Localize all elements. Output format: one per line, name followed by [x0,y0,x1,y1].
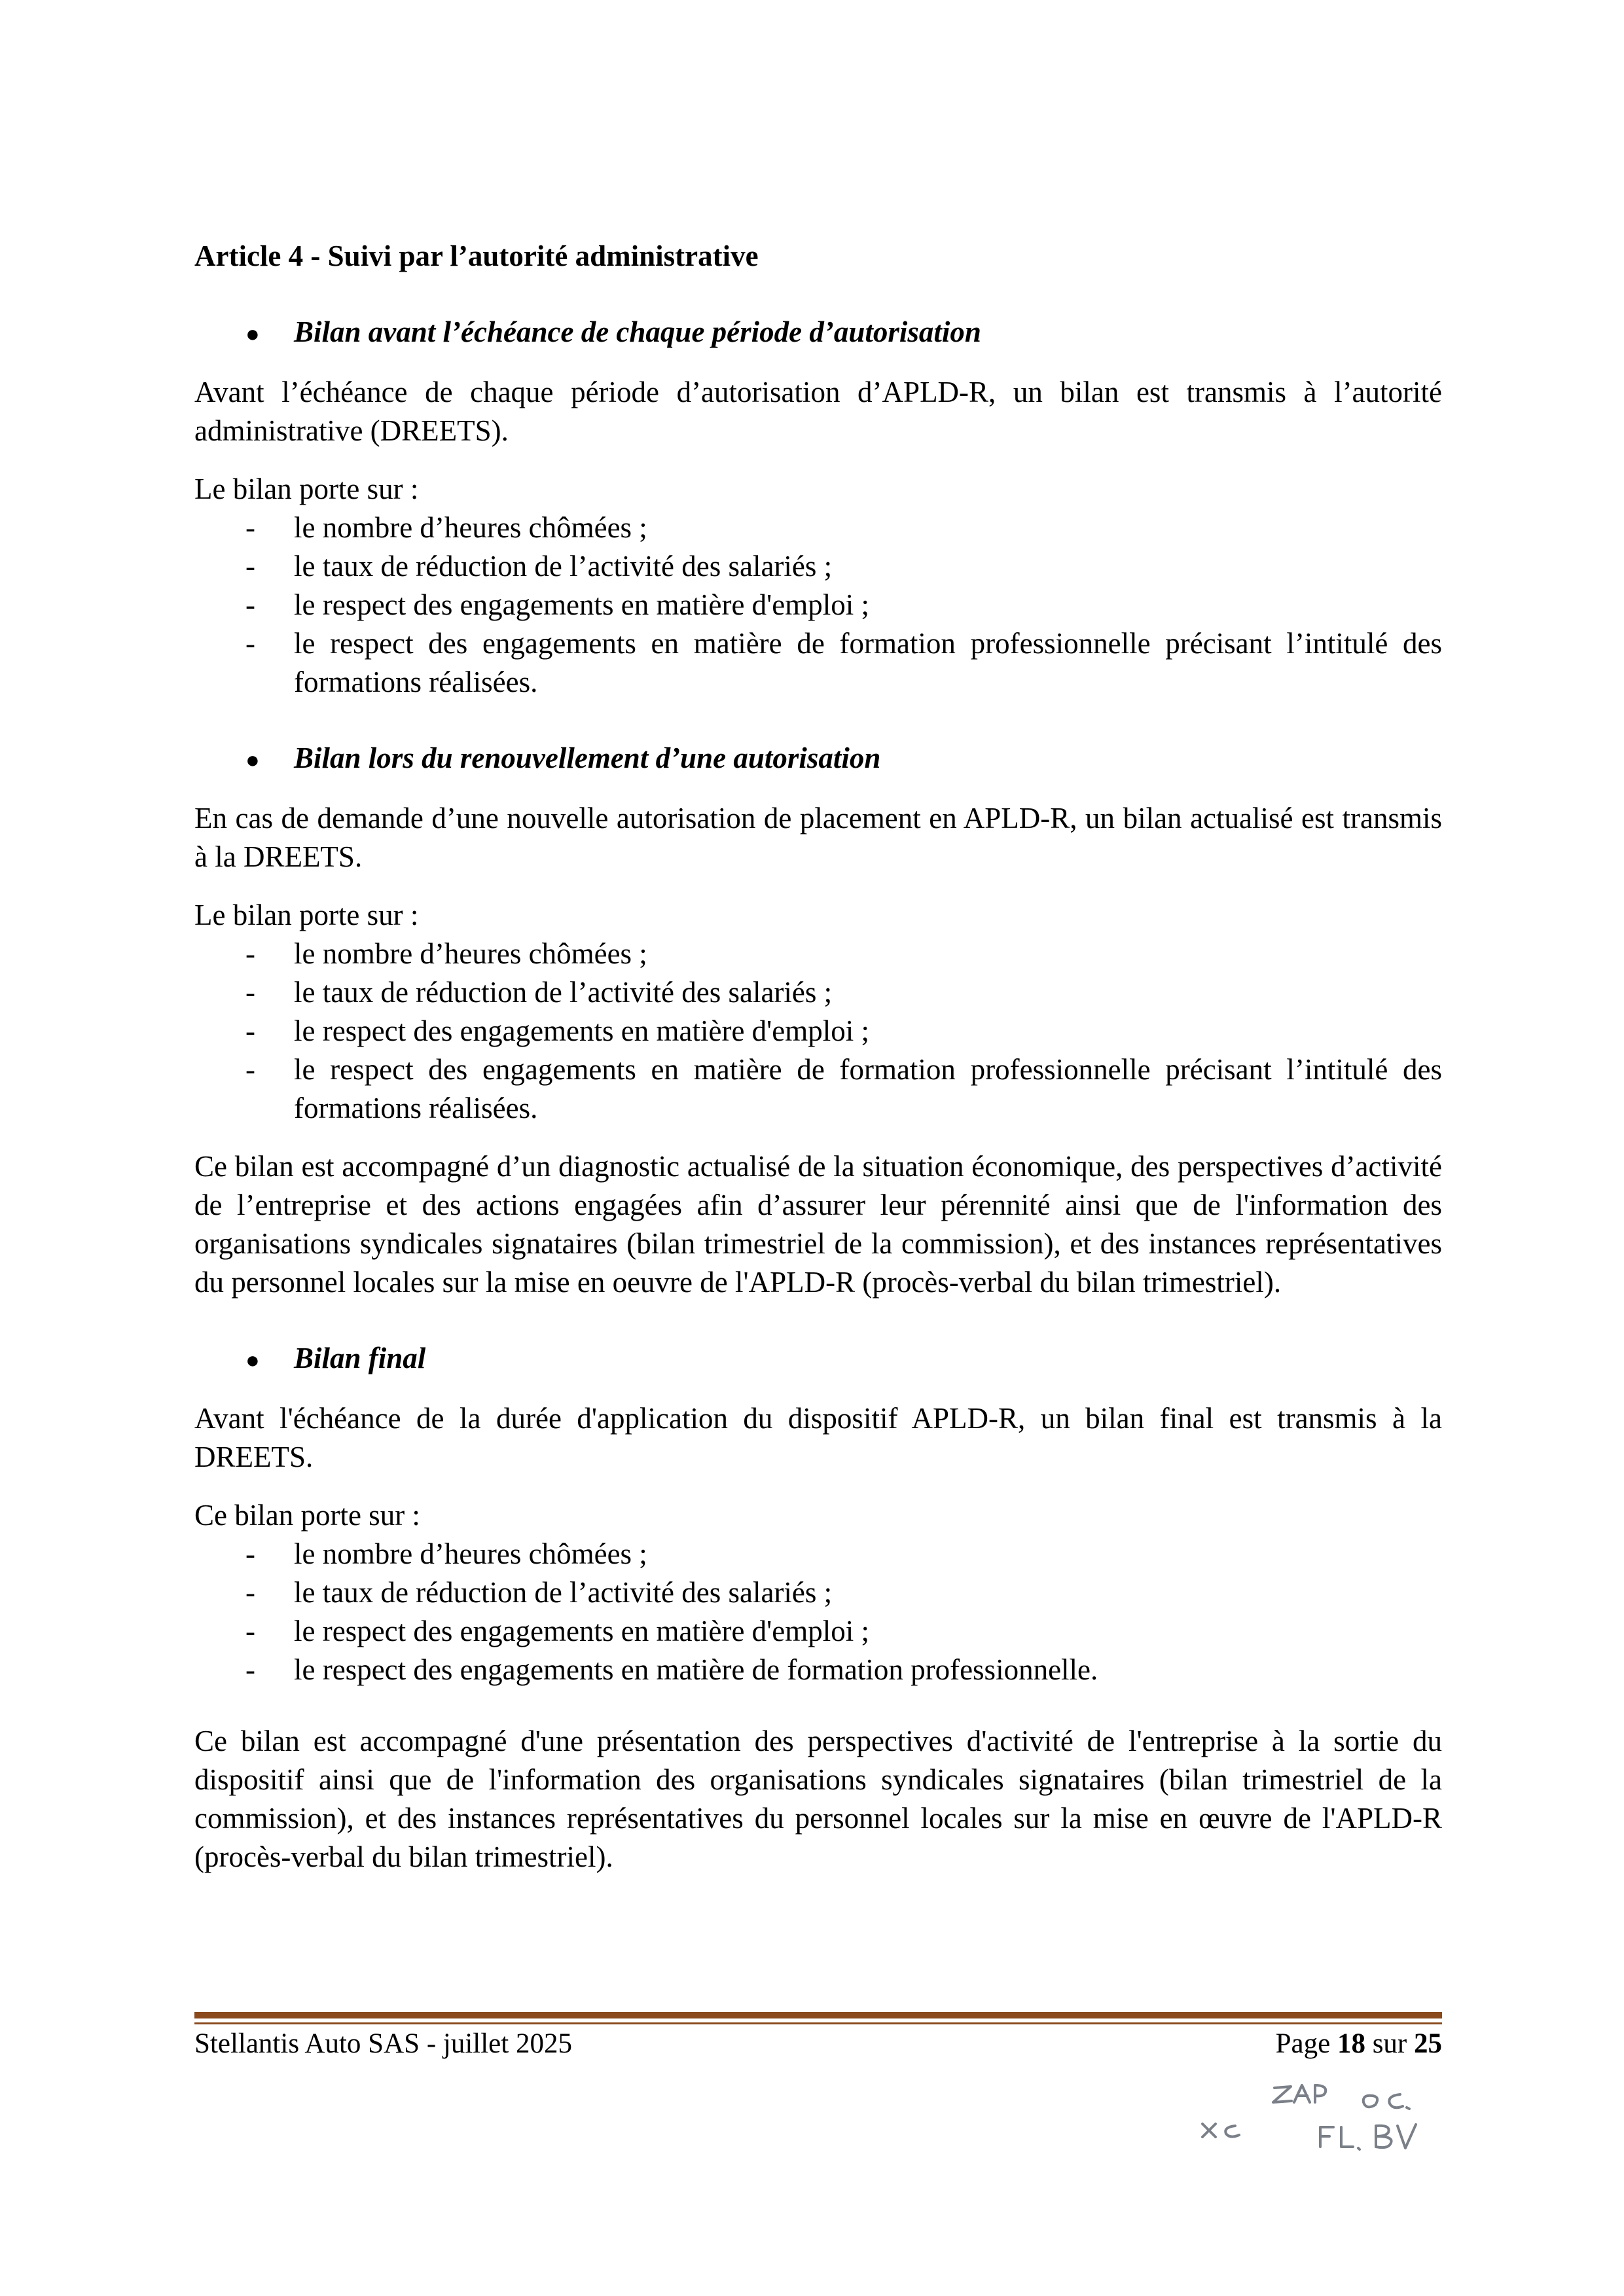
list-item: - le respect des engagements en matière de formation professionnelle précisant l’intitulé des formations réalisées. [194,624,1442,702]
list-intro: Ce bilan porte sur : [194,1499,420,1532]
section-heading-2 [194,739,1442,780]
dash-icon: - [245,1576,255,1609]
page-content [194,237,1442,1876]
list-item: - le respect des engagements en matière de formation professionnelle. [194,1651,1442,1689]
list-item: - le respect des engagements en matière de formation professionnelle précisant l’intitulé des formations réalisées. [194,1050,1442,1128]
bilan-list [194,935,1442,1128]
section-heading-text: Bilan avant l’échéance de chaque période d’autorisation [294,315,981,348]
section-intro: En cas de demande d’une nouvelle autorisation de placement en APLD-R, un bilan actualisé est transmis à la DREETS. [194,802,1442,873]
list-intro: Le bilan porte sur : [194,473,419,505]
section-intro: Avant l’échéance de chaque période d’autorisation d’APLD-R, un bilan est transmis à l’autorité administrative (DREETS). [194,376,1442,447]
section-heading-text: Bilan final [294,1342,426,1374]
bullet-icon: ● [245,747,260,773]
bilan-list [194,509,1442,702]
list-intro: Le bilan porte sur : [194,899,419,931]
bullet-icon: ● [245,321,260,347]
section-heading-3 [194,1339,1442,1380]
list-item: - le taux de réduction de l’activité des salariés ; [194,547,1442,586]
dash-icon: - [245,1537,255,1570]
footer-company-date: Stellantis Auto SAS - juillet 2025 [194,2028,572,2059]
section-closing: Ce bilan est accompagné d'une présentation des perspectives d'activité de l'entreprise à la sortie du dispositif ainsi que de l'information des organisations syndicales signataires (bilan trimestriel de la commission), et des instances représentatives du personnel locales sur la mise en œuvre de l'APLD-R (procès-verbal du bilan trimestriel). [194,1725,1442,1873]
section-closing: Ce bilan est accompagné d’un diagnostic actualisé de la situation économique, des perspectives d’activité de l’entreprise et des actions engagées afin d’assurer leur pérennité ainsi que de l'information des organisations syndicales signataires (bilan trimestriel de la commission), et des instances représentatives du personnel locales sur la mise en oeuvre de l'APLD-R (procès-verbal du bilan trimestriel). [194,1150,1442,1299]
article-title: Article 4 - Suivi par l’autorité administrative [194,240,759,272]
dash-icon: - [245,937,255,970]
list-item: - le nombre d’heures chômées ; [194,509,1442,547]
list-item: - le respect des engagements en matière d'emploi ; [194,1612,1442,1651]
bullet-icon: ● [245,1347,260,1373]
section-heading-1 [194,313,1442,353]
dash-icon: - [245,1014,255,1047]
page-current: 18 [1337,2028,1365,2059]
dash-icon: - [245,627,255,660]
section-heading-text: Bilan lors du renouvellement d’une autorisation [294,742,881,774]
dash-icon: - [245,976,255,1009]
section-intro: Avant l'échéance de la durée d'application du dispositif APLD-R, un bilan final est transmis à la DREETS. [194,1402,1442,1473]
initials-signature-icon [1189,2062,1464,2166]
dash-icon: - [245,550,255,583]
list-item: - le nombre d’heures chômées ; [194,1535,1442,1573]
dash-icon: - [245,588,255,621]
page-number: Page 18 sur 25 [1275,2028,1442,2059]
dash-icon: - [245,1615,255,1647]
list-item: - le taux de réduction de l’activité des salariés ; [194,1573,1442,1612]
bilan-list [194,1535,1442,1689]
handwritten-initials [1189,2062,1464,2166]
list-item: - le taux de réduction de l’activité des salariés ; [194,973,1442,1012]
dash-icon: - [245,511,255,544]
page-total: 25 [1414,2028,1442,2059]
footer-rule [194,2012,1442,2018]
list-item: - le respect des engagements en matière d'emploi ; [194,1012,1442,1050]
document-page [194,0,1442,2296]
list-item: - le respect des engagements en matière d'emploi ; [194,586,1442,624]
dash-icon: - [245,1653,255,1686]
dash-icon: - [245,1053,255,1086]
list-item: - le nombre d’heures chômées ; [194,935,1442,973]
footer-rule-thin [194,2022,1442,2024]
